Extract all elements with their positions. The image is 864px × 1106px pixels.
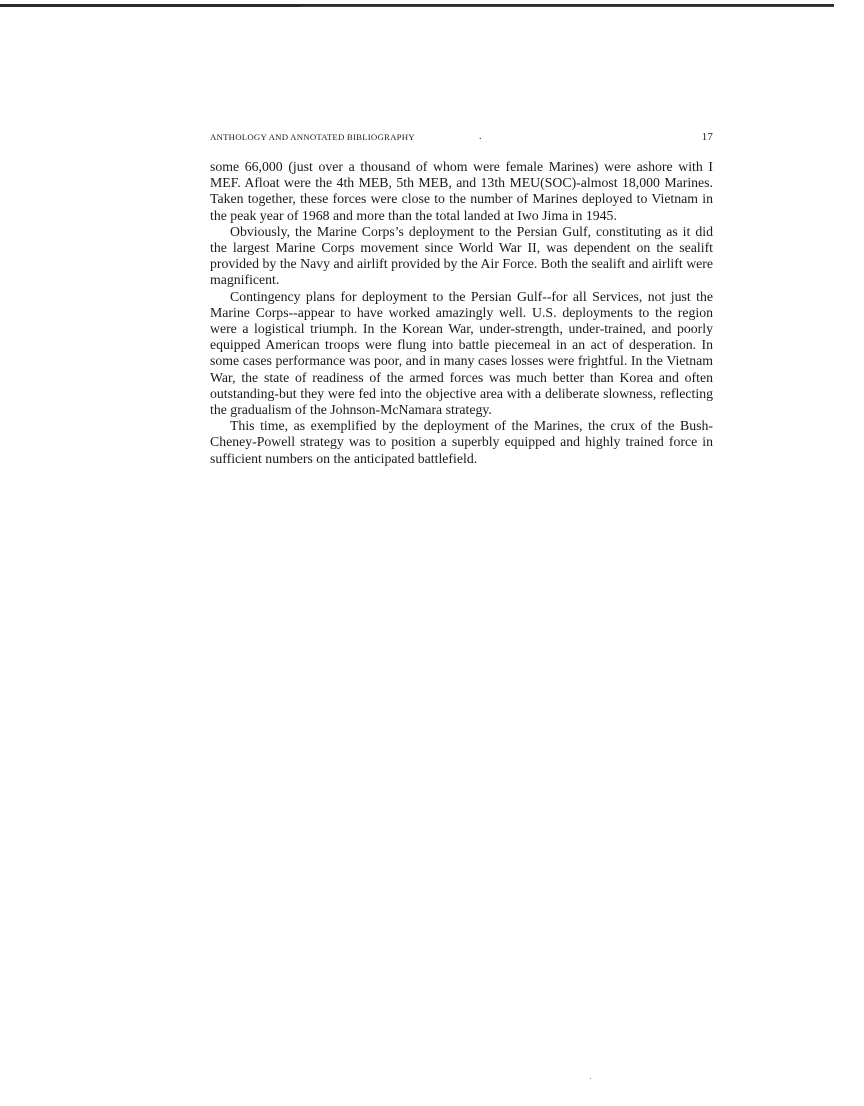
running-title: ANTHOLOGY AND ANNOTATED BIBLIOGRAPHY (210, 132, 415, 142)
scan-speck (590, 1078, 591, 1079)
paragraph-3: Contingency plans for deployment to the Persian Gulf--for all Services, not just the Marine Corps--appear to have worked amazingly well. U.S. deployments to the region were a logistical triumph. In the Korean War, under-strength, under-trained, and poorly equipped American troops were flung into battle piecemeal in an act of desperation. In some cases performance was poor, and in many cases losses were frightful. In the Vietnam War, the state of readiness of the armed forces was much better than Korea and often outstanding-but they were fed into the objective area with a deliberate slowness, reflecting the gradualism of the Johnson-McNamara strategy. (210, 288, 713, 418)
paragraph-4: This time, as exemplified by the deployment of the Marines, the crux of the Bush-Cheney-Powell strategy was to position a superbly equipped and highly trained force in sufficient numbers on the anticipated battlefield. (210, 418, 713, 466)
paragraph-2: Obviously, the Marine Corps’s deployment to the Persian Gulf, constituting as it did the largest Marine Corps movement since World War II, was dependent on the sealift provided by the Navy and airlift provided by the Air Force. Both the sealift and airlift were magnificent. (210, 223, 713, 288)
running-head-separator: . (479, 131, 482, 142)
page-number: 17 (701, 131, 713, 143)
top-scan-rule (0, 4, 834, 7)
running-head (210, 130, 713, 144)
body-text (210, 159, 713, 467)
paragraph-1: some 66,000 (just over a thousand of whom were female Marines) were ashore with I MEF. Afloat were the 4th MEB, 5th MEB, and 13th MEU(SOC)-almost 18,000 Marines. Taken together, these forces were close to the number of Marines deployed to Vietnam in the peak year of 1968 and more than the total landed at Iwo Jima in 1945. (210, 159, 713, 223)
